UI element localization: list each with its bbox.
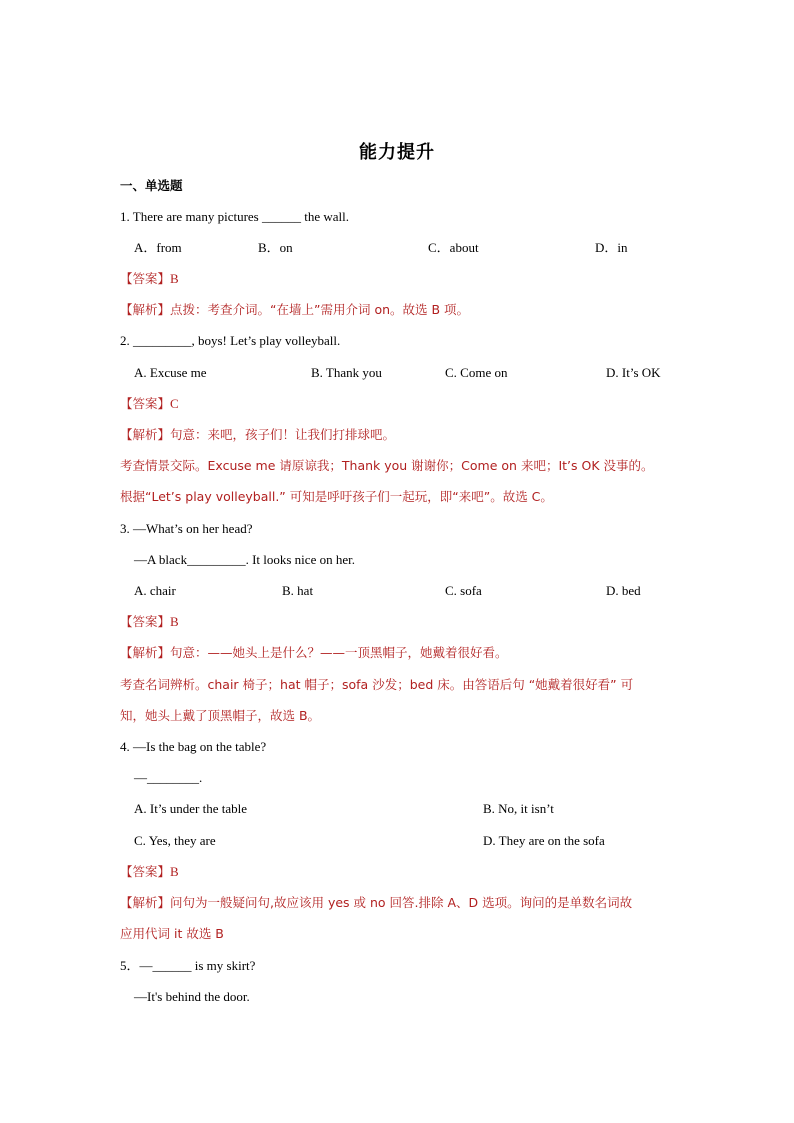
q2-analysis-label: 【解析】 xyxy=(120,427,171,442)
q2-answer-value: C xyxy=(170,396,179,411)
q5-stem-2: —It's behind the door. xyxy=(134,989,250,1004)
q3-option-d: D. bed xyxy=(606,583,641,598)
q3-option-c: C. sofa xyxy=(445,583,482,598)
q5-stem: 5．—______ is my skirt? xyxy=(120,958,256,973)
q1-answer xyxy=(120,271,179,287)
q1-option-c: C．about xyxy=(428,240,479,255)
q3-stem: 3. —What’s on her head? xyxy=(120,521,253,536)
q4-option-b: B. No, it isn’t xyxy=(483,801,554,816)
q2-option-a: A. Excuse me xyxy=(134,365,207,380)
q4-answer xyxy=(120,864,179,880)
q2-stem: 2. _________, boys! Let’s play volleyball. xyxy=(120,333,341,348)
q3-stem-2: —A black_________. It looks nice on her. xyxy=(134,552,355,567)
q4-stem: 4. —Is the bag on the table? xyxy=(120,739,267,754)
q2-analysis-text-2: 考查情景交际。Excuse me 请原谅我；Thank you 谢谢你；Come on 来吧；It’s OK 没事的。 xyxy=(120,458,654,473)
q4-analysis xyxy=(120,895,632,911)
q3-option-a: A. chair xyxy=(134,583,176,598)
q1-answer-label: 【答案】 xyxy=(120,271,171,286)
q2-answer xyxy=(120,396,179,412)
q4-answer-value: B xyxy=(170,864,179,879)
section-heading: 一、单选题 xyxy=(120,178,183,193)
q4-analysis-label: 【解析】 xyxy=(120,895,171,910)
q2-analysis xyxy=(120,427,395,443)
q1-option-b: B．on xyxy=(258,240,293,255)
q3-answer-label: 【答案】 xyxy=(120,614,171,629)
q2-option-b: B. Thank you xyxy=(311,365,382,380)
q3-answer xyxy=(120,614,179,630)
q2-analysis-text-3: 根据“Let’s play volleyball.” 可知是呼吁孩子们一起玩，即“来吧”。故选 C。 xyxy=(120,489,553,504)
q1-analysis xyxy=(120,302,469,318)
q3-analysis-text-2: 考查名词辨析。chair 椅子；hat 帽子；sofa 沙发；bed 床。由答语后句 “她戴着很好看” 可 xyxy=(120,677,634,692)
page-title: 能力提升 xyxy=(359,142,435,163)
q3-analysis-label: 【解析】 xyxy=(120,645,171,660)
q4-option-c: C. Yes, they are xyxy=(134,833,216,848)
q4-analysis-text-2: 应用代词 it 故选 B xyxy=(120,926,224,941)
q3-analysis-text-1: 句意：——她头上是什么？——一顶黑帽子，她戴着很好看。 xyxy=(170,645,508,660)
q1-option-d: D．in xyxy=(595,240,628,255)
q1-option-a: A．from xyxy=(134,240,182,255)
q3-analysis-text-3: 知，她头上戴了顶黑帽子，故选 B。 xyxy=(120,708,321,723)
q2-option-d: D. It’s OK xyxy=(606,365,661,380)
q1-stem: 1. There are many pictures ______ the wall. xyxy=(120,209,349,224)
q1-answer-value: B xyxy=(170,271,179,286)
q1-analysis-label: 【解析】 xyxy=(120,302,171,317)
q2-analysis-text-1: 句意：来吧，孩子们！让我们打排球吧。 xyxy=(170,427,396,442)
q3-answer-value: B xyxy=(170,614,179,629)
q3-analysis xyxy=(120,645,508,661)
q4-stem-2: —________. xyxy=(134,770,203,785)
q2-option-c: C. Come on xyxy=(445,365,508,380)
q4-answer-label: 【答案】 xyxy=(120,864,171,879)
q1-analysis-text: 点拨：考查介词。“在墙上”需用介词 on。故选 B 项。 xyxy=(170,302,470,317)
q2-answer-label: 【答案】 xyxy=(120,396,171,411)
q4-option-a: A. It’s under the table xyxy=(134,801,247,816)
q3-option-b: B. hat xyxy=(282,583,314,598)
q4-analysis-text-1: 问句为一般疑问句,故应该用 yes 或 no 回答.排除 A、D 选项。询问的是单数名词故 xyxy=(170,895,633,910)
q4-option-d: D. They are on the sofa xyxy=(483,833,605,848)
